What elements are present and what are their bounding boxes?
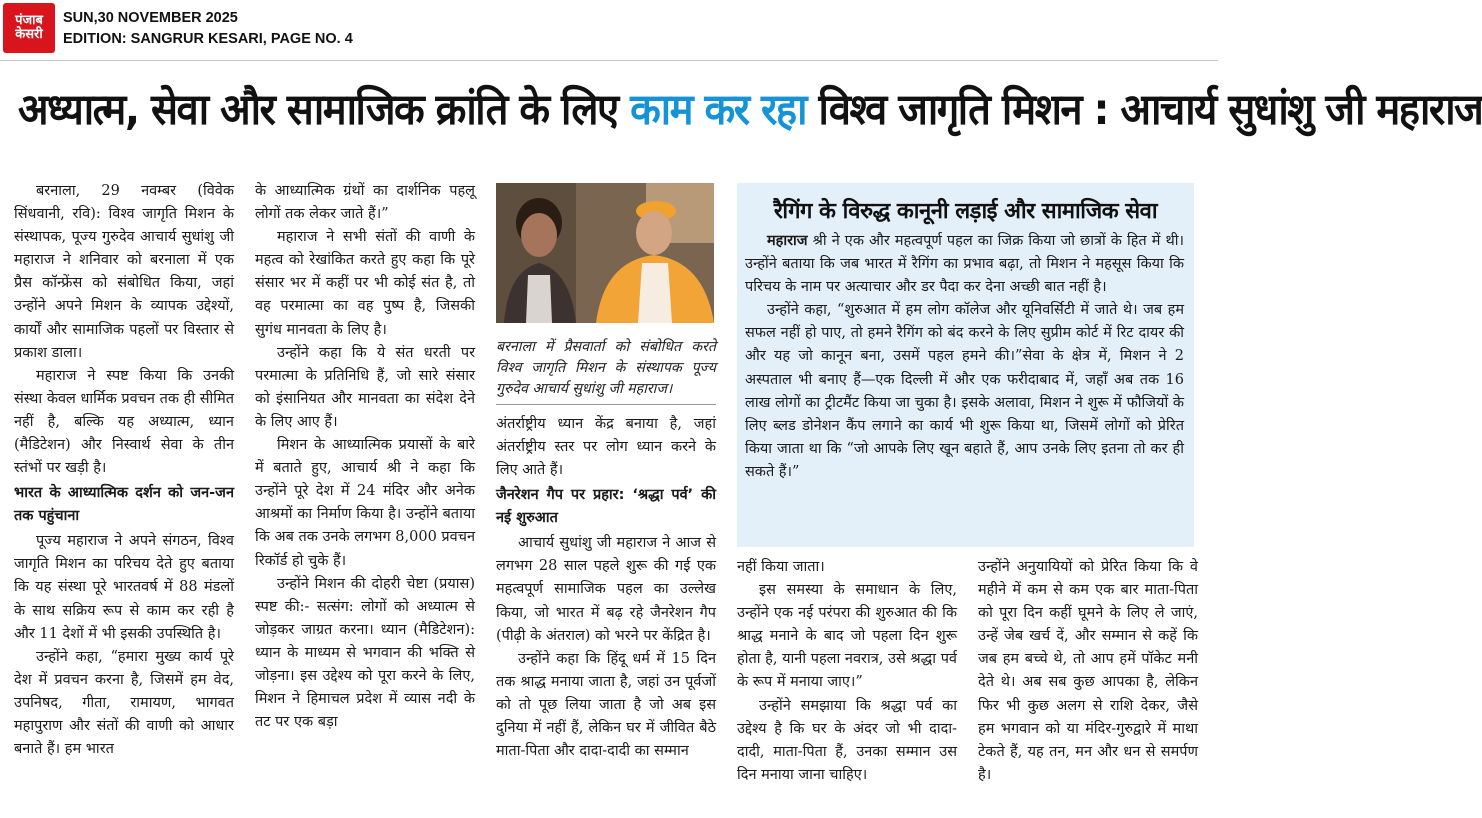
press-conference-photo — [496, 183, 714, 323]
box-title: रैगिंग के विरुद्ध कानूनी लड़ाई और सामाजिक सेवा — [773, 199, 1158, 224]
paragraph: महाराज ने सभी संतों की वाणी के महत्व को रेखांकित करते हुए कहा कि पूरे संसार भर में कहीं पर भी कोई संत है, तो वह परमात्मा का वह पुष्प है, जिसकी सुगंध मानवता के लिए है। — [255, 229, 475, 338]
edition-info — [63, 8, 353, 50]
caption-divider — [496, 404, 716, 405]
paragraph — [745, 230, 1184, 299]
publication-date: SUN,30 NOVEMBER 2025 — [63, 10, 238, 26]
paragraph: उन्होंने मिशन की दोहरी चेष्टा (प्रयास) स्पष्ट की:- सत्संग: लोगों को अध्यात्म से जोड़कर जाग्रत करना। ध्यान (मैडिटेशन): ध्यान के माध्यम से भगवान की भक्ति से जोड़ना। इस उद्देश्य को पूरा करने के लिए, मिशन ने हिमाचल प्रदेश में व्यास नदी के तट पर एक बड़ा — [255, 575, 475, 731]
paragraph: बरनाला, 29 नवम्बर (विवेक सिंधवानी, रवि): विश्व जागृति मिशन के संस्थापक, पूज्य गुरुदेव आचार्य सुधांशु जी महाराज ने शनिवार को बरनाला में एक प्रैस कॉन्फ्रेंस को संबोधित किया, जहां उन्होंने अपने मिशन के व्यापक उद्देश्यों, कार्यों और सामाजिक पहलों पर विस्तार से प्रकाश डाला। — [14, 183, 234, 361]
logo-line-2: केसरी — [15, 27, 43, 42]
article-column-3 — [496, 413, 716, 805]
box-paragraph-1: श्री ने एक और महत्वपूर्ण पहल का जिक्र किया जो छात्रों के हित में थी। उन्होंने बताया कि जब भारत में रैगिंग का प्रभाव बढ़ा, तो मिशन ने महसूस किया कि परिचय के नाम पर अत्याचार और डर पैदा कर देना अच्छी बात नहीं है। — [745, 233, 1184, 296]
box-text — [737, 230, 1194, 484]
paragraph: महाराज ने स्पष्ट किया कि उनकी संस्था केवल धार्मिक प्रवचन तक ही सीमित नहीं है, बल्कि यह अध्यात्म, ध्यान (मैडिटेशन) और निस्वार्थ सेवा के तीन स्तंभों पर खड़ी है। — [14, 367, 234, 477]
headline-part-2: विश्व जागृति मिशन : आचार्य सुधांशु जी महाराज — [806, 85, 1482, 135]
photo-illustration — [496, 183, 714, 323]
paragraph: नहीं किया जाता। — [737, 559, 825, 575]
edition-label: EDITION: SANGRUR KESARI, PAGE NO. 4 — [63, 31, 353, 47]
ragging-sidebar-box — [737, 183, 1194, 547]
paragraph: इस समस्या के समाधान के लिए, उन्होंने एक नई परंपरा की शुरुआत की कि श्राद्ध मनाने के बाद जो पहला दिन शुरू होता है, यानी पहला नवरात्र, उसे श्रद्धा पर्व के रूप में मनाया जाए।” — [737, 582, 957, 691]
article-column-1 — [14, 180, 234, 805]
article-column-5 — [978, 556, 1198, 805]
paragraph: पूज्य महाराज ने अपने संगठन, विश्व जागृति मिशन का परिचय देते हुए बताया कि यह संस्था पूरे भारतवर्ष में 88 मंडलों के साथ सक्रिय रूप से काम कर रही है और 11 देशों में भी इसकी उपस्थिति है। — [14, 533, 234, 642]
paragraph: उन्होंने कहा कि ये संत धरती पर परमात्मा के प्रतिनिधि हैं, जो सारे संसार को इंसानियत और मानवता का संदेश देने के लिए आए हैं। — [255, 344, 475, 430]
paragraph: उन्होंने कहा कि हिंदू धर्म में 15 दिन तक श्राद्ध मनाया जाता है, जहां उन पूर्वजों को तो पूछ लिया जाता है जो अब इस दुनिया में नहीं हैं, लेकिन घर में जीवित बैठे माता-पिता और दादा-दादी का सम्मान — [496, 650, 716, 760]
article-column-4 — [737, 556, 957, 805]
lead-word: महाराज — [767, 233, 808, 249]
subheading: भारत के आध्यात्मिक दर्शन को जन-जन तक पहुंचाना — [14, 485, 234, 525]
article-column-2 — [255, 180, 475, 805]
subheading: जैनरेशन गैप पर प्रहार: ‘श्रद्धा पर्व’ की नई शुरुआत — [496, 487, 716, 527]
paragraph: अंतर्राष्ट्रीय ध्यान केंद्र बनाया है, जहां अंतर्राष्ट्रीय स्तर पर लोग ध्यान करने के लिए आते हैं। — [496, 416, 716, 479]
headline-highlight: काम कर रहा — [630, 85, 807, 135]
newspaper-logo — [3, 3, 55, 53]
paragraph: आचार्य सुधांशु जी महाराज ने आज से लगभग 28 साल पहले शुरू की गई एक महत्वपूर्ण सामाजिक पहल का उल्लेख किया, जो भारत में बढ़ रहे जैनरेशन गैप (पीढ़ी के अंतराल) को भरने पर केंद्रित है। — [496, 535, 716, 644]
paragraph: उन्होंने कहा, “शुरुआत में हम लोग कॉलेज और यूनिवर्सिटी में जाते थे। जब हम सफल नहीं हो पाए, तो हमने रैगिंग को बंद करने के लिए सुप्रीम कोर्ट में रिट दायर की और यह जो कानून बना, उसमें पहल हमने की।”सेवा के क्षेत्र में, मिशन ने 2 अस्पताल भी बनाए हैं—एक दिल्ली में और एक फरीदाबाद में, जहाँ अब तक 16 लाख लोगों का ट्रीटमैंट किया जा चुका है। इसके अलावा, मिशन ने शुरू में फौजियों के लिए ब्लड डोनेशन कैंप लगाने का कार्य भी शुरू किया था, जिसमें लोगों को प्रेरित किया जाता था कि “जो आपके लिए खून बहाते हैं, आप उनके लिए इतना तो कर ही सकते हैं।” — [745, 302, 1184, 480]
header-divider — [0, 60, 1218, 61]
photo-caption: बरनाला में प्रैसवार्ता को संबोधित करते विश्व जागृति मिशन के संस्थापक पूज्य गुरुदेव आचार्य सुधांशु जी महाराज। — [496, 339, 716, 397]
page-headline — [18, 80, 1482, 140]
logo-line-1: पंजाब — [15, 13, 43, 29]
headline-part-1: अध्यात्म, सेवा और सामाजिक क्रांति के लिए — [18, 85, 631, 135]
paragraph: उन्होंने अनुयायियों को प्रेरित किया कि वे महीने में कम से कम एक बार माता-पिता को पूरा दिन कहीं घूमने के लिए ले जाएं, उन्हें जेब खर्च दें, और सम्मान से कहें कि जब हम बच्चे थे, तो आप हमें पॉकेट मनी देते थे। अब सब कुछ आपका है, लेकिन फिर भी कुछ अलग से राशि देकर, जैसे हम भगवान को या मंदिर-गुरुद्वारे में माथा टेकते हैं, यह तन, मन और धन से समर्पण है। — [978, 559, 1198, 783]
paragraph: मिशन के आध्यात्मिक प्रयासों के बारे में बताते हुए, आचार्य श्री ने कहा कि उन्होंने पूरे देश में 24 मंदिर और अनेक आश्रमों का निर्माण किया है। उन्होंने बताया कि अब तक उनके लगभग 8,000 प्रवचन रिकॉर्ड हो चुके हैं। — [255, 437, 475, 569]
paragraph: उन्होंने कहा, “हमारा मुख्य कार्य पूरे देश में प्रवचन करना है, जिसमें हम वेद, उपनिषद, गीता, रामायण, भागवत महापुराण और संतों की वाणी को आधार बनाते हैं। हम भारत — [14, 648, 234, 758]
paragraph: के आध्यात्मिक ग्रंथों का दार्शनिक पहलू लोगों तक लेकर जाते हैं।” — [255, 183, 475, 223]
paragraph: उन्होंने समझाया कि श्रद्धा पर्व का उद्देश्य है कि घर के अंदर जो भी दादा-दादी, माता-पिता हैं, उनका सम्मान उस दिन मनाया जाना चाहिए। — [737, 697, 957, 783]
